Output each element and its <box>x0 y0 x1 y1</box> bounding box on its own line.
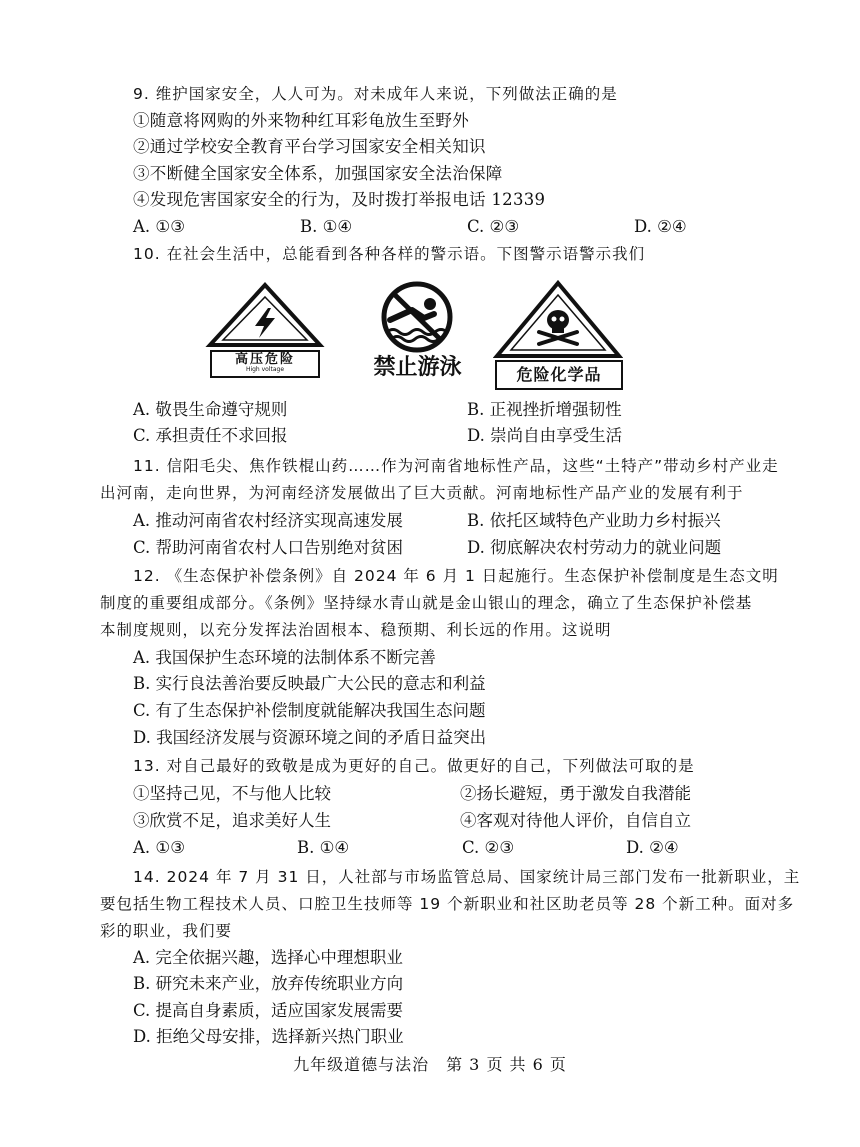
chemicals-label: 危险化学品 <box>495 360 623 390</box>
no-swimming-icon <box>360 280 475 355</box>
q13-option-a: A. ①③ <box>133 838 185 857</box>
q14-option-c: C. 提高自身素质，适应国家发展需要 <box>133 1001 404 1020</box>
q9-option-c: C. ②③ <box>467 217 520 236</box>
q10-option-c: C. 承担责任不求回报 <box>133 426 288 445</box>
q12-stem-line1: 12. 《生态保护补偿条例》自 2024 年 6 月 1 日起施行。生态保护补偿制度是生态文明 <box>133 567 779 585</box>
q13-item-1: ①坚持己见，不与他人比较 <box>133 784 331 803</box>
page-footer: 九年级道德与法治 第 3 页 共 6 页 <box>293 1055 567 1074</box>
q14-option-a: A. 完全依据兴趣，选择心中理想职业 <box>133 948 403 967</box>
q9-item-4: ④发现危害国家安全的行为，及时拨打举报电话 12339 <box>133 190 546 209</box>
high-voltage-label: 高压危险 <box>234 352 295 367</box>
q9-item-2: ②通过学校安全教育平台学习国家安全相关知识 <box>133 137 486 156</box>
no-swimming-label: 禁止游泳 <box>373 355 462 380</box>
q12-stem-line3: 本制度规则，以充分发挥法治固根本、稳预期、利长远的作用。这说明 <box>100 621 612 639</box>
q14-stem-line2: 要包括生物工程技术人员、口腔卫生技师等 19 个新职业和社区助老员等 28 个新工种。面对多 <box>100 895 795 913</box>
q9-item-3: ③不断健全国家安全体系，加强国家安全法治保障 <box>133 164 503 183</box>
q13-item-2: ②扬长避短，勇于激发自我潜能 <box>460 784 691 803</box>
q12-stem-line2: 制度的重要组成部分。《条例》坚持绿水青山就是金山银山的理念，确立了生态保护补偿基 <box>100 594 753 612</box>
q10-stem: 10. 在社会生活中，总能看到各种各样的警示语。下图警示语警示我们 <box>133 245 646 263</box>
high-voltage-label-en: High voltage <box>245 366 285 373</box>
q11-option-c: C. 帮助河南省农村人口告别绝对贫困 <box>133 538 404 557</box>
q11-option-b: B. 依托区域特色产业助力乡村振兴 <box>467 511 721 530</box>
q13-option-b: B. ①④ <box>297 838 350 857</box>
q14-stem-line1: 14. 2024 年 7 月 31 日，人社部与市场监管总局、国家统计局三部门发布一批新职业，主 <box>133 868 801 886</box>
q9-item-1: ①随意将网购的外来物种红耳彩龟放生至野外 <box>133 111 469 130</box>
q13-stem: 13. 对自己最好的致敬是成为更好的自己。做更好的自己，下列做法可取的是 <box>133 757 695 775</box>
q10-option-a: A. 敬畏生命遵守规则 <box>133 400 288 419</box>
q10-option-d: D. 崇尚自由享受生活 <box>467 426 623 445</box>
q11-stem-line2: 出河南，走向世界，为河南经济发展做出了巨大贡献。河南地标性产品产业的发展有利于 <box>100 484 744 502</box>
q9-option-b: B. ①④ <box>300 217 353 236</box>
q13-option-c: C. ②③ <box>462 838 515 857</box>
q11-stem-line1: 11. 信阳毛尖、焦作铁棍山药……作为河南省地标性产品，这些“土特产”带动乡村产业走 <box>133 457 779 475</box>
q13-option-d: D. ②④ <box>626 838 679 857</box>
q12-option-b: B. 实行良法善治要反映最广大公民的意志和利益 <box>133 674 486 693</box>
q9-stem: 9. 维护国家安全，人人可为。对未成年人来说，下列做法正确的是 <box>133 85 618 103</box>
no-swimming-sign <box>360 280 475 390</box>
q13-item-4: ④客观对待他人评价，自信自立 <box>460 811 691 830</box>
q12-option-d: D. 我国经济发展与资源环境之间的矛盾日益突出 <box>133 728 487 747</box>
q14-stem-line3: 彩的职业，我们要 <box>100 922 233 940</box>
q9-option-d: D. ②④ <box>634 217 687 236</box>
q10-option-b: B. 正视挫折增强韧性 <box>467 400 622 419</box>
q11-option-a: A. 推动河南省农村经济实现高速发展 <box>133 511 403 530</box>
q14-option-b: B. 研究未来产业，放弃传统职业方向 <box>133 974 404 993</box>
warning-signs-figure <box>205 280 635 392</box>
q11-option-d: D. 彻底解决农村劳动力的就业问题 <box>467 538 722 557</box>
skull-crossbones-icon <box>493 280 623 362</box>
q13-item-3: ③欣赏不足，追求美好人生 <box>133 811 331 830</box>
q12-option-c: C. 有了生态保护补偿制度就能解决我国生态问题 <box>133 701 486 720</box>
q12-option-a: A. 我国保护生态环境的法制体系不断完善 <box>133 648 436 667</box>
high-voltage-sign <box>205 280 325 390</box>
chemicals-sign <box>493 280 623 392</box>
q9-option-a: A. ①③ <box>133 217 185 236</box>
q14-option-d: D. 拒绝父母安排，选择新兴热门职业 <box>133 1027 404 1046</box>
